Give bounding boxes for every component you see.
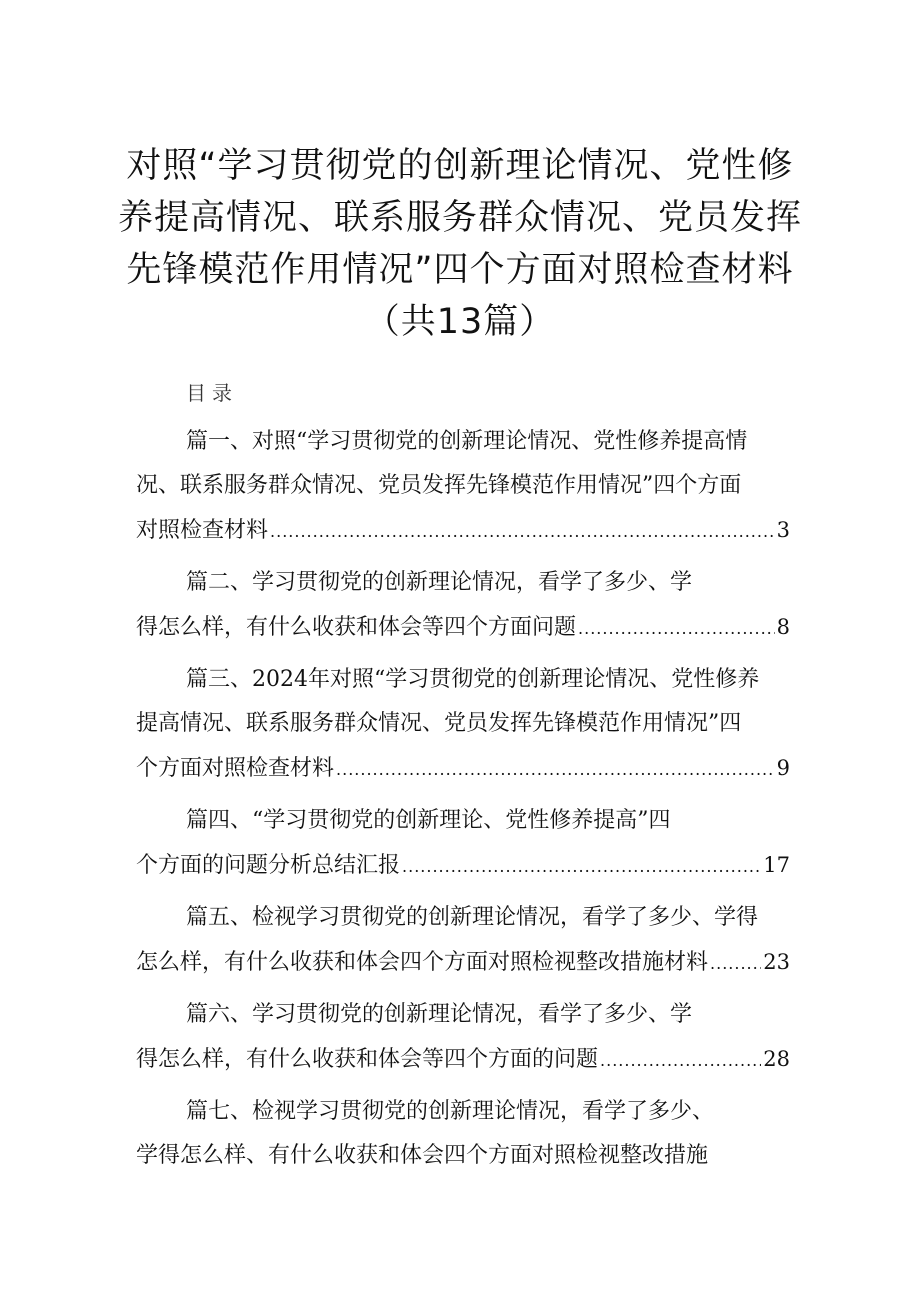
title-line: 先锋模范作用情况”四个方面对照检查材料 [126, 250, 794, 290]
toc-heading: 目录 [186, 381, 238, 405]
toc-entry-line: 篇五、检视学习贯彻党的创新理论情况，看学了多少、学得 [186, 905, 759, 930]
toc-entry-line: 篇二、学习贯彻党的创新理论情况，看学了多少、学 [186, 570, 693, 595]
dot-leader [402, 845, 761, 887]
toc-entry[interactable] [136, 420, 790, 552]
toc-entry-line: 个方面对照检查材料 [136, 756, 335, 781]
toc-entry-final-line [136, 940, 790, 984]
title-line: 养提高情况、联系服务群众情况、党员发挥 [117, 198, 802, 238]
toc-page-number: 8 [776, 615, 790, 639]
dot-leader [600, 1039, 761, 1081]
dot-leader [578, 607, 775, 649]
toc-entry-line: 怎么样，有什么收获和体会四个方面对照检视整改措施材料 [136, 950, 709, 975]
toc-entry-final-line [136, 1037, 790, 1081]
toc-entry-line: 篇三、2024年对照“学习贯彻党的创新理论情况、党性修养 [186, 667, 760, 692]
dot-leader [710, 942, 761, 984]
toc-entry-line: 提高情况、联系服务群众情况、党员发挥先锋模范作用情况”四 [136, 711, 742, 736]
toc-entry[interactable] [136, 1090, 790, 1178]
toc-entry-line: 篇六、学习贯彻党的创新理论情况，看学了多少、学 [186, 1002, 693, 1027]
toc-entry-line: 得怎么样，有什么收获和体会等四个方面的问题 [136, 1047, 599, 1072]
toc-entry-final-line [136, 843, 790, 887]
toc-entry[interactable] [136, 896, 790, 984]
table-of-contents [136, 420, 790, 1187]
toc-entry-line: 篇一、对照“学习贯彻党的创新理论情况、党性修养提高情 [186, 429, 748, 454]
toc-page-number: 9 [776, 756, 790, 780]
toc-entry[interactable] [136, 799, 790, 887]
toc-entry-final-line [136, 605, 790, 649]
toc-entry-line: 篇四、“学习贯彻党的创新理论、党性修养提高”四 [186, 808, 671, 833]
toc-entry-line: 况、联系服务群众情况、党员发挥先锋模范作用情况”四个方面 [136, 473, 742, 498]
dot-leader [270, 510, 775, 552]
title-count-line: （共13篇） [364, 302, 556, 342]
toc-entry[interactable] [136, 658, 790, 790]
toc-entry-line: 个方面的问题分析总结汇报 [136, 853, 401, 878]
toc-page-number: 17 [763, 853, 790, 877]
dot-leader [336, 748, 775, 790]
toc-page-number: 28 [763, 1047, 790, 1071]
toc-entry-final-line [136, 508, 790, 552]
toc-entry-line: 对照检查材料 [136, 518, 269, 543]
toc-entry-line: 学得怎么样、有什么收获和体会四个方面对照检视整改措施 [136, 1143, 709, 1168]
toc-entry-final-line [136, 746, 790, 790]
title-line: 对照“学习贯彻党的创新理论情况、党性修 [126, 146, 794, 186]
toc-page-number: 3 [776, 518, 790, 542]
toc-entry[interactable] [136, 993, 790, 1081]
toc-entry-line: 篇七、检视学习贯彻党的创新理论情况，看学了多少、 [186, 1099, 715, 1124]
toc-entry-line: 得怎么样，有什么收获和体会等四个方面问题 [136, 615, 577, 640]
toc-entry[interactable] [136, 561, 790, 649]
toc-page-number: 23 [763, 950, 790, 974]
document-title [110, 140, 810, 348]
